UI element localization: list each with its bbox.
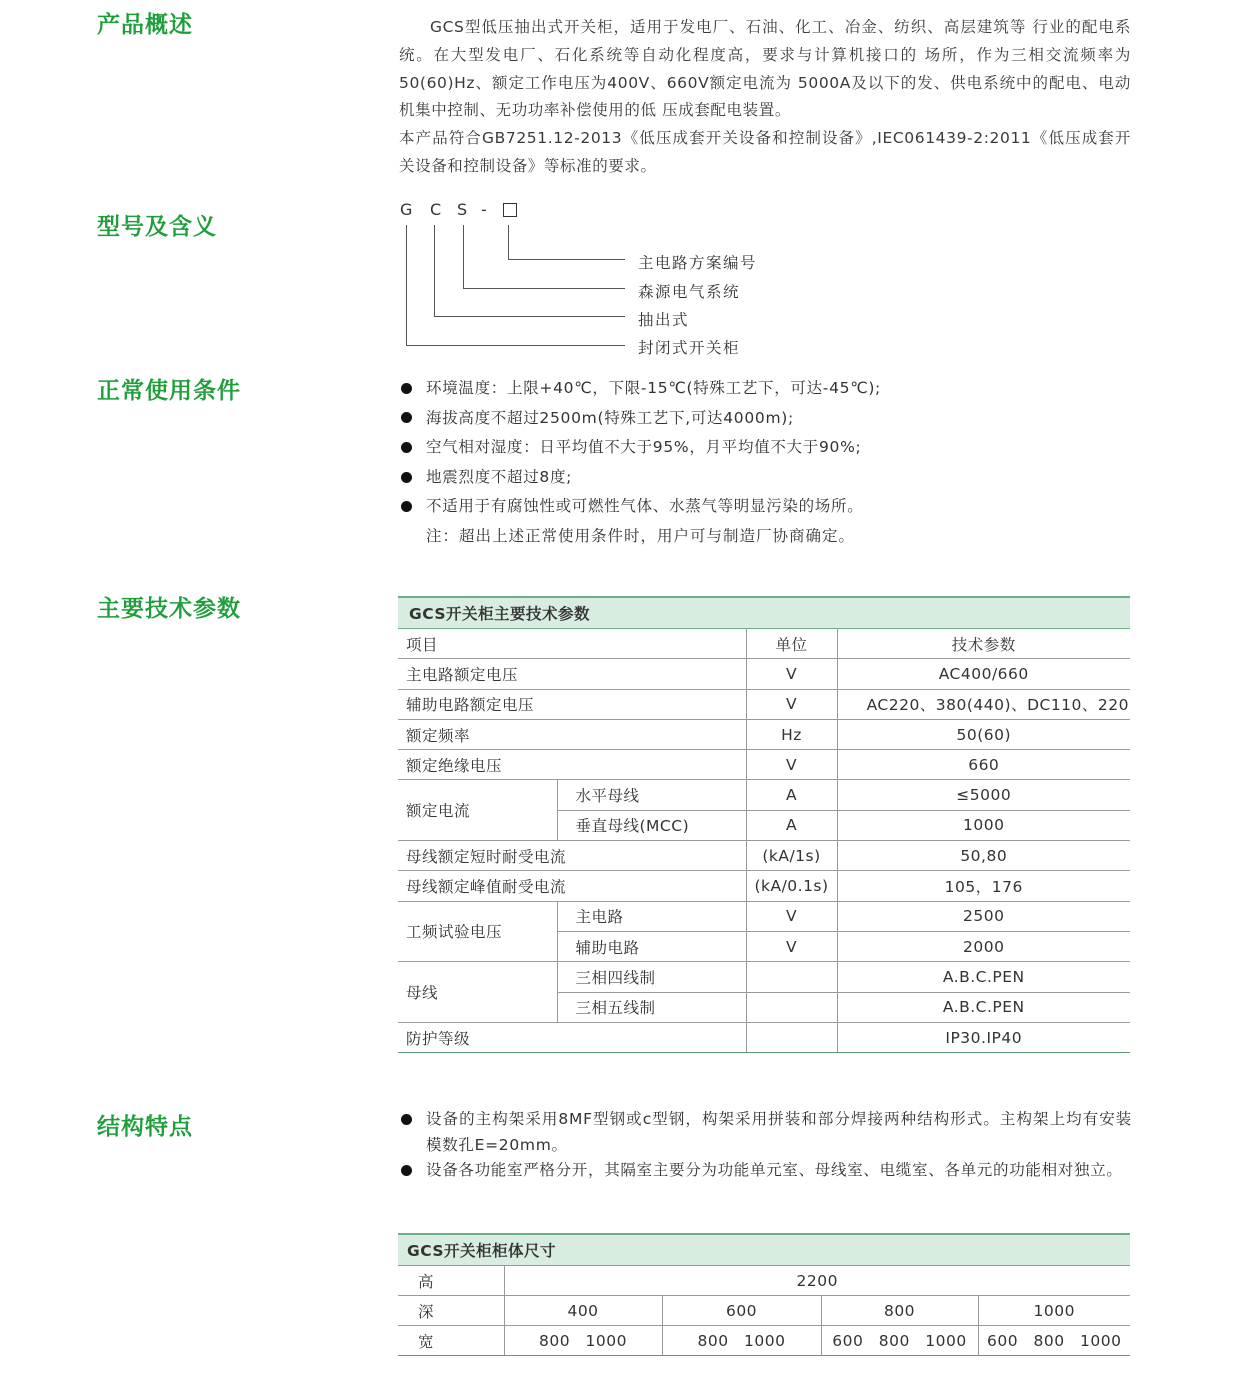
model-label-system: 森源电气系统 [638, 283, 741, 301]
param-value: IP30.IP40 [837, 1022, 1130, 1052]
param-subitem: 水平母线 [557, 780, 746, 810]
param-unit [746, 1022, 837, 1052]
heading-conditions: 正常使用条件 [97, 378, 241, 404]
table-row [398, 901, 1130, 931]
heading-overview: 产品概述 [97, 12, 193, 38]
heading-model: 型号及含义 [97, 214, 217, 240]
dimensions-table-caption: GCS开关柜柜体尺寸 [398, 1234, 1130, 1266]
condition-text: 海拔高度不超过2500m(特殊工艺下,可达4000m); [426, 408, 794, 427]
table-row [398, 962, 1130, 992]
table-row [398, 719, 1130, 749]
param-item: 主电路额定电压 [398, 659, 746, 689]
params-table [398, 596, 1130, 1053]
param-subitem: 垂直母线(MCC) [557, 810, 746, 840]
table-row [398, 659, 1130, 689]
param-item: 防护等级 [398, 1022, 746, 1052]
heading-params: 主要技术参数 [97, 596, 241, 622]
param-value: 660 [837, 750, 1130, 780]
param-unit: A [746, 780, 837, 810]
dim-label-width: 宽 [398, 1326, 504, 1356]
dim-width-value: 600 800 1000 [978, 1326, 1130, 1356]
model-label-enclosed: 封闭式开关柜 [638, 339, 741, 357]
param-item: 辅助电路额定电压 [398, 689, 746, 719]
model-dash: - [481, 200, 487, 219]
table-row [398, 750, 1130, 780]
model-letter-c: C [430, 200, 442, 219]
dim-height-value: 2200 [504, 1266, 1130, 1296]
list-item [399, 404, 1139, 434]
dimensions-table [398, 1233, 1130, 1356]
structure-text: 设备各功能室严格分开，其隔室主要分为功能单元室、母线室、电缆室、各单元的功能相对独立。 [426, 1161, 1123, 1179]
connector-line [463, 225, 464, 288]
param-unit: Hz [746, 719, 837, 749]
param-value: 50(60) [837, 719, 1130, 749]
heading-structure: 结构特点 [97, 1114, 193, 1140]
param-subitem: 三相五线制 [557, 992, 746, 1022]
connector-line [463, 288, 625, 289]
param-unit: V [746, 901, 837, 931]
dim-label-height: 高 [398, 1266, 504, 1296]
bullet-icon [401, 442, 412, 453]
param-unit: V [746, 659, 837, 689]
bullet-icon [401, 501, 412, 512]
header-item: 项目 [398, 629, 746, 659]
param-item: 额定频率 [398, 719, 746, 749]
condition-text: 地震烈度不超过8度; [426, 467, 573, 486]
structure-list [399, 1107, 1132, 1184]
param-item: 母线 [398, 962, 557, 1023]
param-value: A.B.C.PEN [837, 962, 1130, 992]
param-unit: V [746, 931, 837, 961]
table-row [398, 871, 1130, 901]
param-unit: A [746, 810, 837, 840]
param-item: 工频试验电压 [398, 901, 557, 962]
param-unit: V [746, 750, 837, 780]
param-subitem: 主电路 [557, 901, 746, 931]
overview-paragraph-2: 本产品符合GB7251.12-2013《低压成套开关设备和控制设备》,IEC061439-2:2011《低压成套开关设备和控制设备》等标准的要求。 [399, 129, 1131, 175]
connector-line [434, 316, 625, 317]
connector-line [406, 225, 407, 345]
param-value: AC400/660 [837, 659, 1130, 689]
model-diagram [395, 198, 815, 368]
connector-line [434, 225, 435, 316]
dim-width-value: 800 1000 [662, 1326, 821, 1356]
param-value: 2500 [837, 901, 1130, 931]
model-scheme-box [503, 203, 517, 217]
param-value: ≤5000 [837, 780, 1130, 810]
table-row [398, 1296, 1130, 1326]
model-letter-g: G [400, 200, 413, 219]
param-subitem: 三相四线制 [557, 962, 746, 992]
table-row [398, 1266, 1130, 1296]
model-letter-s: S [457, 200, 468, 219]
param-subitem: 辅助电路 [557, 931, 746, 961]
condition-text: 空气相对湿度：日平均值不大于95%，月平均值不大于90%; [426, 438, 862, 457]
param-unit [746, 992, 837, 1022]
table-header-row [398, 629, 1130, 659]
overview-text [399, 14, 1131, 181]
list-item [399, 463, 1139, 493]
header-value: 技术参数 [837, 629, 1130, 659]
dim-depth-value: 800 [821, 1296, 978, 1326]
structure-text: 设备的主构架采用8MF型钢或c型钢，构架采用拼装和部分焊接两种结构形式。主构架上均有安装模数孔E=20mm。 [426, 1110, 1132, 1154]
condition-text: 环境温度：上限+40℃，下限-15℃(特殊工艺下，可达-45℃); [426, 379, 881, 397]
param-value: AC220、380(440)、DC110、220 [837, 689, 1130, 719]
table-row [398, 1326, 1130, 1356]
bullet-icon [401, 472, 412, 483]
param-unit: (kA/1s) [746, 841, 837, 871]
table-row [398, 780, 1130, 810]
connector-line [508, 225, 509, 259]
bullet-icon [401, 1114, 412, 1125]
conditions-list [399, 374, 1139, 522]
dim-width-value: 800 1000 [504, 1326, 662, 1356]
param-unit [746, 962, 837, 992]
list-item [399, 433, 1139, 463]
condition-text: 不适用于有腐蚀性或可燃性气体、水蒸气等明显污染的场所。 [426, 497, 864, 516]
dim-depth-value: 600 [662, 1296, 821, 1326]
list-item [399, 1158, 1132, 1184]
param-item: 额定电流 [398, 780, 557, 841]
list-item [399, 492, 1139, 522]
connector-line [406, 345, 625, 346]
param-unit: V [746, 689, 837, 719]
table-row [398, 689, 1130, 719]
param-value: A.B.C.PEN [837, 992, 1130, 1022]
param-value: 1000 [837, 810, 1130, 840]
param-value: 50,80 [837, 841, 1130, 871]
param-unit: (kA/0.1s) [746, 871, 837, 901]
dim-depth-value: 1000 [978, 1296, 1130, 1326]
table-row [398, 1022, 1130, 1052]
list-item [399, 374, 1139, 404]
param-value: 2000 [837, 931, 1130, 961]
model-label-drawout: 抽出式 [638, 311, 690, 329]
params-table-caption: GCS开关柜主要技术参数 [398, 597, 1130, 629]
list-item [399, 1107, 1132, 1158]
connector-line [508, 259, 625, 260]
table-row [398, 841, 1130, 871]
param-item: 母线额定峰值耐受电流 [398, 871, 746, 901]
dim-depth-value: 400 [504, 1296, 662, 1326]
overview-paragraph-1: GCS型低压抽出式开关柜，适用于发电厂、石油、化工、冶金、纺织、高层建筑等 行业的配电系统。在大型发电厂、石化系统等自动化程度高，要求与计算机接口的 场所，作为三相交流频率为50(60)Hz、额定工作电压为400V、660V额定电流为 5000A及以下的发、供电系统中的配电、电动机集中控制、无功功率补偿使用的低 压成套配电装置。 [399, 18, 1131, 120]
param-item: 母线额定短时耐受电流 [398, 841, 746, 871]
dim-width-value: 600 800 1000 [821, 1326, 978, 1356]
dim-label-depth: 深 [398, 1296, 504, 1326]
model-label-scheme: 主电路方案编号 [638, 254, 758, 272]
conditions-note: 注：超出上述正常使用条件时，用户可与制造厂协商确定。 [426, 527, 856, 545]
bullet-icon [401, 1165, 412, 1176]
bullet-icon [401, 383, 412, 394]
param-value: 105，176 [837, 871, 1130, 901]
bullet-icon [401, 412, 412, 423]
header-unit: 单位 [746, 629, 837, 659]
param-item: 额定绝缘电压 [398, 750, 746, 780]
